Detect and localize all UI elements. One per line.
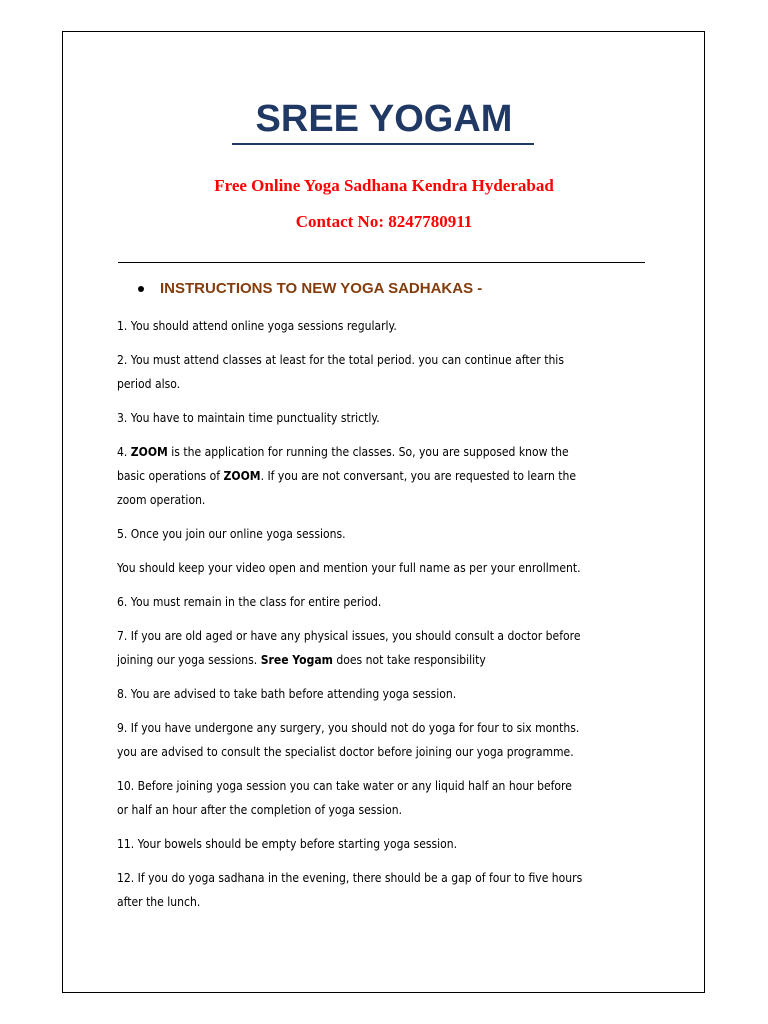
instruction-12 bbox=[117, 866, 657, 914]
zoom-keyword: ZOOM bbox=[130, 444, 168, 459]
instructions-list bbox=[117, 314, 657, 914]
instruction-2-line-1: 2. You must attend classes at least for the total period. you can continue after this bbox=[117, 352, 564, 367]
instruction-4-line-1 bbox=[117, 440, 657, 464]
instruction-2-line-2: period also. bbox=[117, 376, 181, 391]
zoom-keyword: ZOOM bbox=[223, 468, 261, 483]
instruction-5: 5. Once you join our online yoga sessions. bbox=[117, 526, 346, 541]
instructions-heading-text: INSTRUCTIONS TO NEW YOGA SADHAKAS - bbox=[160, 280, 483, 297]
instruction-10-line-2: or half an hour after the completion of yoga session. bbox=[117, 802, 403, 817]
instruction-7-prefix: joining our yoga sessions. bbox=[117, 652, 261, 667]
title-underline bbox=[232, 143, 534, 145]
instruction-4-line-3: zoom operation. bbox=[117, 492, 206, 507]
instruction-9-line-1: 9. If you have undergone any surgery, you should not do yoga for four to six months. bbox=[117, 720, 580, 735]
instruction-5-detail: You should keep your video open and mention your full name as per your enrollment. bbox=[117, 560, 581, 575]
instruction-4-mid: is the application for running the classes. So, you are supposed know the bbox=[167, 444, 569, 459]
document-title: SREE YOGAM bbox=[255, 98, 513, 140]
instruction-4-line-2 bbox=[117, 464, 657, 488]
instruction-10-line-1: 10. Before joining yoga session you can take water or any liquid half an hour before bbox=[117, 778, 572, 793]
instruction-1: 1. You should attend online yoga sessions regularly. bbox=[117, 318, 397, 333]
instruction-7-line-1: 7. If you are old aged or have any physical issues, you should consult a doctor before bbox=[117, 628, 581, 643]
instruction-7-line-2 bbox=[117, 648, 657, 672]
instruction-10 bbox=[117, 774, 657, 822]
instruction-11: 11. Your bowels should be empty before starting yoga session. bbox=[117, 836, 458, 851]
instruction-9 bbox=[117, 716, 657, 764]
instruction-4-end: . If you are not conversant, you are requested to learn the bbox=[260, 468, 577, 483]
section-divider bbox=[118, 262, 645, 263]
instruction-4 bbox=[117, 440, 657, 512]
brand-name: Sree Yogam bbox=[260, 652, 333, 667]
instruction-2 bbox=[117, 348, 657, 396]
contact-number: Contact No: 8247780911 bbox=[295, 212, 473, 231]
instructions-heading bbox=[138, 280, 482, 297]
instruction-12-line-1: 12. If you do yoga sadhana in the evening, there should be a gap of four to five hours bbox=[117, 870, 583, 885]
instruction-7 bbox=[117, 624, 657, 672]
instruction-12-line-2: after the lunch. bbox=[117, 894, 201, 909]
document-subtitle: Free Online Yoga Sadhana Kendra Hyderabad bbox=[214, 176, 554, 195]
instruction-9-line-2: you are advised to consult the specialist doctor before joining our yoga programme. bbox=[117, 744, 574, 759]
instruction-8: 8. You are advised to take bath before attending yoga session. bbox=[117, 686, 457, 701]
instruction-3: 3. You have to maintain time punctuality strictly. bbox=[117, 410, 380, 425]
instruction-4-prefix: 4. bbox=[117, 444, 131, 459]
instruction-6: 6. You must remain in the class for entire period. bbox=[117, 594, 382, 609]
instruction-7-end: does not take responsibility bbox=[332, 652, 486, 667]
bullet-icon bbox=[138, 286, 144, 292]
instruction-4-basic: basic operations of bbox=[117, 468, 224, 483]
